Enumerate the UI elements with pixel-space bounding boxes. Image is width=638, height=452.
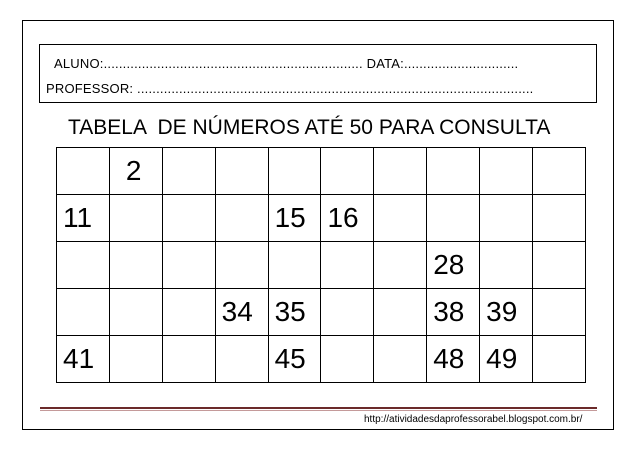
number-cell (480, 242, 533, 289)
number-cell (109, 336, 162, 383)
number-cell (480, 195, 533, 242)
number-cell: 45 (268, 336, 321, 383)
number-cell (321, 336, 374, 383)
number-cell (109, 242, 162, 289)
number-cell: 11 (57, 195, 110, 242)
number-cell (57, 242, 110, 289)
number-cell: 38 (427, 289, 480, 336)
number-cell: 28 (427, 242, 480, 289)
number-cell (427, 148, 480, 195)
number-cell (321, 242, 374, 289)
source-url: http://atividadesdaprofessorabel.blogspot.com.br/ (364, 414, 583, 425)
number-cell (533, 195, 586, 242)
number-cell (57, 289, 110, 336)
number-cell: 35 (268, 289, 321, 336)
number-cell: 2 (109, 148, 162, 195)
number-cell (533, 289, 586, 336)
number-cell (57, 148, 110, 195)
number-cell: 39 (480, 289, 533, 336)
number-cell (162, 195, 215, 242)
number-cell (162, 242, 215, 289)
number-cell (162, 148, 215, 195)
table-row (57, 195, 586, 242)
number-cell (374, 336, 427, 383)
number-cell (268, 242, 321, 289)
number-cell: 49 (480, 336, 533, 383)
number-cell: 15 (268, 195, 321, 242)
number-cell (109, 195, 162, 242)
number-cell (162, 289, 215, 336)
number-cell (374, 195, 427, 242)
number-cell (268, 148, 321, 195)
number-cell (374, 289, 427, 336)
number-cell (215, 336, 268, 383)
number-cell (321, 148, 374, 195)
footer-rule (40, 407, 597, 409)
number-cell (480, 148, 533, 195)
page-title: TABELA DE NÚMEROS ATÉ 50 PARA CONSULTA (68, 116, 551, 139)
aluno-date-line: ALUNO:.................................................................... DATA:.............................. (54, 56, 519, 71)
number-cell (215, 148, 268, 195)
footer-rule-shadow (40, 410, 597, 411)
number-cell: 41 (57, 336, 110, 383)
number-cell (109, 289, 162, 336)
table-row (57, 148, 586, 195)
number-cell (215, 242, 268, 289)
number-cell (427, 195, 480, 242)
professor-line: PROFESSOR: ........................................................................................................ (46, 81, 534, 96)
student-info-box (39, 44, 597, 103)
number-cell (321, 289, 374, 336)
number-cell (374, 148, 427, 195)
number-cell (533, 242, 586, 289)
table-row (57, 336, 586, 383)
table-row (57, 289, 586, 336)
table-row (57, 242, 586, 289)
number-cell (533, 336, 586, 383)
number-cell (215, 195, 268, 242)
number-cell: 16 (321, 195, 374, 242)
numbers-table (56, 147, 586, 383)
number-cell (374, 242, 427, 289)
number-cell: 48 (427, 336, 480, 383)
number-cell: 34 (215, 289, 268, 336)
number-cell (533, 148, 586, 195)
number-cell (162, 336, 215, 383)
